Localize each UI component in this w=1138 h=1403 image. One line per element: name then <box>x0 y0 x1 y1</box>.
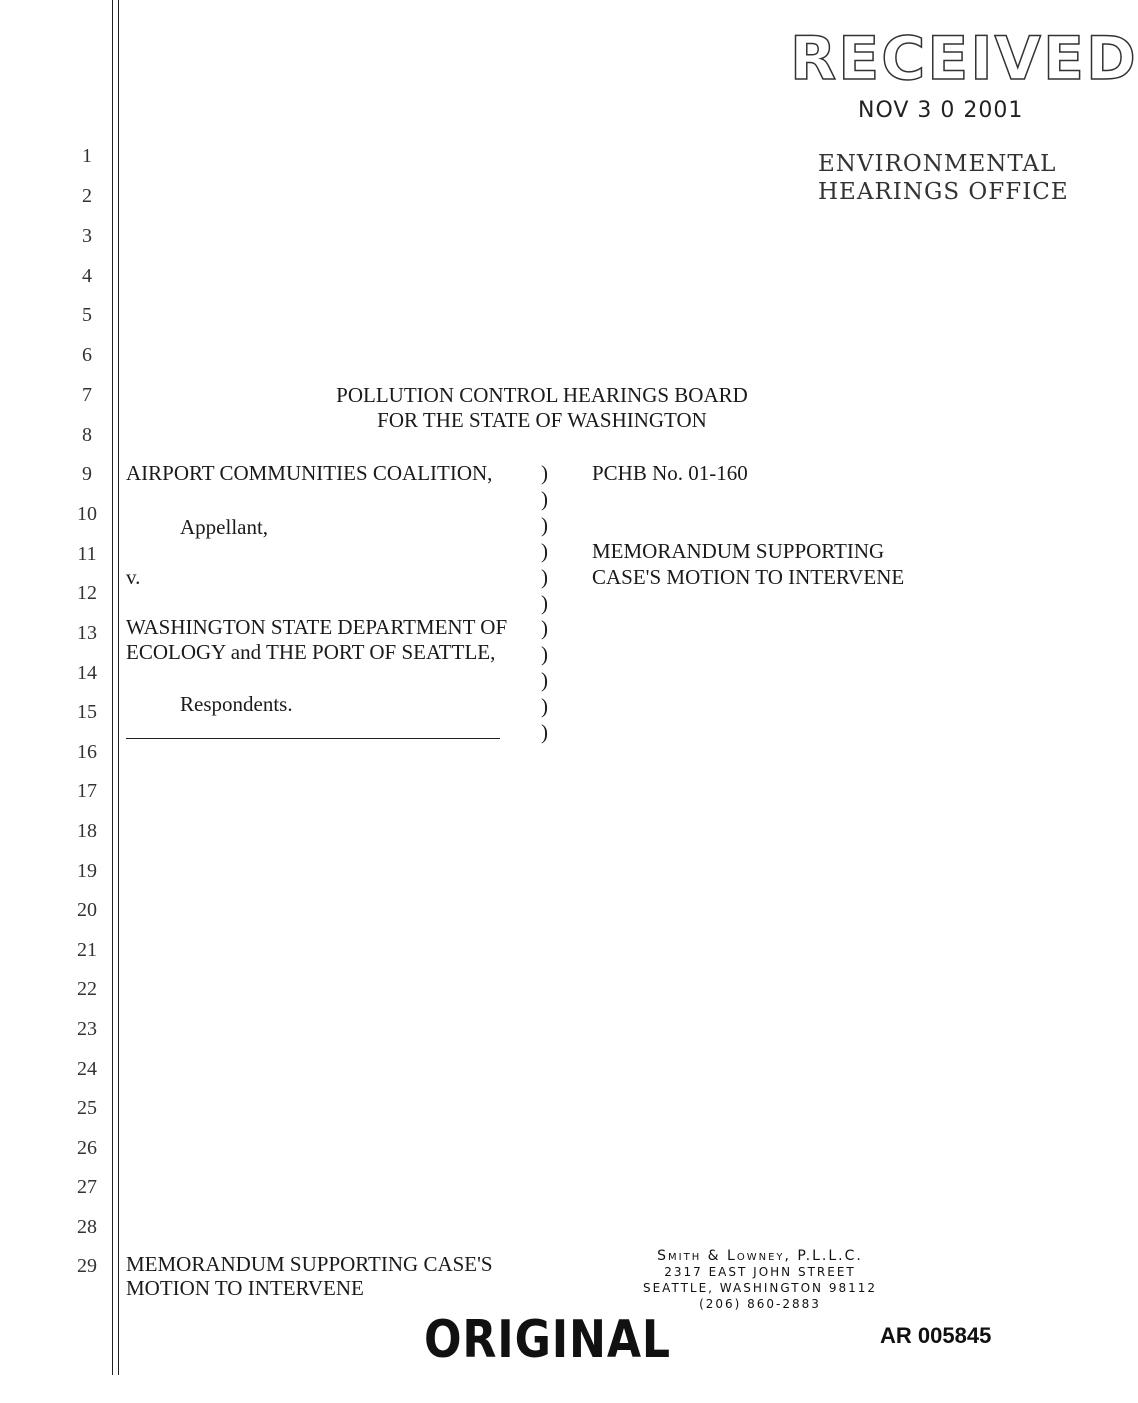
caption-underline <box>126 738 500 739</box>
paren: ) <box>541 513 548 537</box>
line-number: 9 <box>82 463 92 485</box>
paren: ) <box>541 668 548 692</box>
office-stamp-line-2: HEARINGS OFFICE <box>818 179 1069 205</box>
versus: v. <box>126 565 141 589</box>
paren: ) <box>541 565 548 589</box>
firm-city: SEATTLE, WASHINGTON 98112 <box>642 1281 877 1295</box>
line-number: 10 <box>77 503 97 525</box>
firm-street: 2317 EAST JOHN STREET <box>664 1265 856 1279</box>
line-number: 13 <box>77 622 97 644</box>
case-number: PCHB No. 01-160 <box>592 461 748 485</box>
line-number: 28 <box>77 1216 97 1238</box>
line-number: 22 <box>77 978 97 1000</box>
document-title-line-2: CASE'S MOTION TO INTERVENE <box>592 565 905 589</box>
respondent-role: Respondents. <box>180 692 293 716</box>
paren: ) <box>541 694 548 718</box>
line-number: 19 <box>77 860 97 882</box>
paren: ) <box>541 487 548 511</box>
appellant-name: AIRPORT COMMUNITIES COALITION, <box>126 461 493 485</box>
line-number: 26 <box>77 1137 97 1159</box>
line-number: 14 <box>77 662 97 684</box>
line-number: 8 <box>82 424 92 446</box>
left-margin-rule-2 <box>118 0 119 1375</box>
line-number: 24 <box>77 1058 97 1080</box>
line-number: 3 <box>82 225 92 247</box>
board-title <box>0 383 1088 433</box>
office-stamp-line-1: ENVIRONMENTAL <box>818 151 1057 177</box>
appellant-role: Appellant, <box>180 515 269 539</box>
line-number: 7 <box>82 384 92 406</box>
line-number: 2 <box>82 185 92 207</box>
paren: ) <box>541 720 548 744</box>
line-number: 15 <box>77 701 97 723</box>
document-title-line-1: MEMORANDUM SUPPORTING <box>592 539 885 563</box>
line-number: 4 <box>82 265 92 287</box>
line-number: 29 <box>77 1255 97 1277</box>
line-number: 16 <box>77 741 97 763</box>
line-number: 25 <box>77 1097 97 1119</box>
footer-title-line-2: MOTION TO INTERVENE <box>126 1276 364 1300</box>
line-number: 6 <box>82 344 92 366</box>
law-firm-block <box>640 1248 880 1312</box>
line-number: 18 <box>77 820 97 842</box>
paren: ) <box>541 616 548 640</box>
respondent-line-2: ECOLOGY and THE PORT OF SEATTLE, <box>126 640 496 664</box>
received-date: NOV 3 0 2001 <box>858 98 1024 123</box>
line-number: 21 <box>77 939 97 961</box>
office-stamp <box>818 150 1069 206</box>
board-title-line-2: FOR THE STATE OF WASHINGTON <box>377 408 707 432</box>
line-number: 17 <box>77 780 97 802</box>
line-number: 11 <box>77 543 97 565</box>
line-number: 27 <box>77 1176 97 1198</box>
board-title-line-1: POLLUTION CONTROL HEARINGS BOARD <box>336 383 748 407</box>
paren: ) <box>541 642 548 666</box>
received-stamp: RECEIVED <box>790 24 1138 94</box>
line-number: 23 <box>77 1018 97 1040</box>
footer-title-line-1: MEMORANDUM SUPPORTING CASE'S <box>126 1252 493 1276</box>
paren: ) <box>541 539 548 563</box>
left-margin-rule-1 <box>112 0 113 1375</box>
bates-number: AR 005845 <box>880 1323 992 1348</box>
line-number: 5 <box>82 304 92 326</box>
firm-phone: (206) 860-2883 <box>699 1297 821 1311</box>
line-number: 20 <box>77 899 97 921</box>
footer-title <box>126 1252 493 1300</box>
respondent-line-1: WASHINGTON STATE DEPARTMENT OF <box>126 615 508 639</box>
paren: ) <box>541 461 548 485</box>
line-number: 12 <box>77 582 97 604</box>
paren: ) <box>541 591 548 615</box>
firm-name: Smith & Lowney, P.L.L.C. <box>657 1248 863 1264</box>
line-number: 1 <box>82 145 92 167</box>
original-stamp: ORIGINAL <box>424 1310 671 1370</box>
